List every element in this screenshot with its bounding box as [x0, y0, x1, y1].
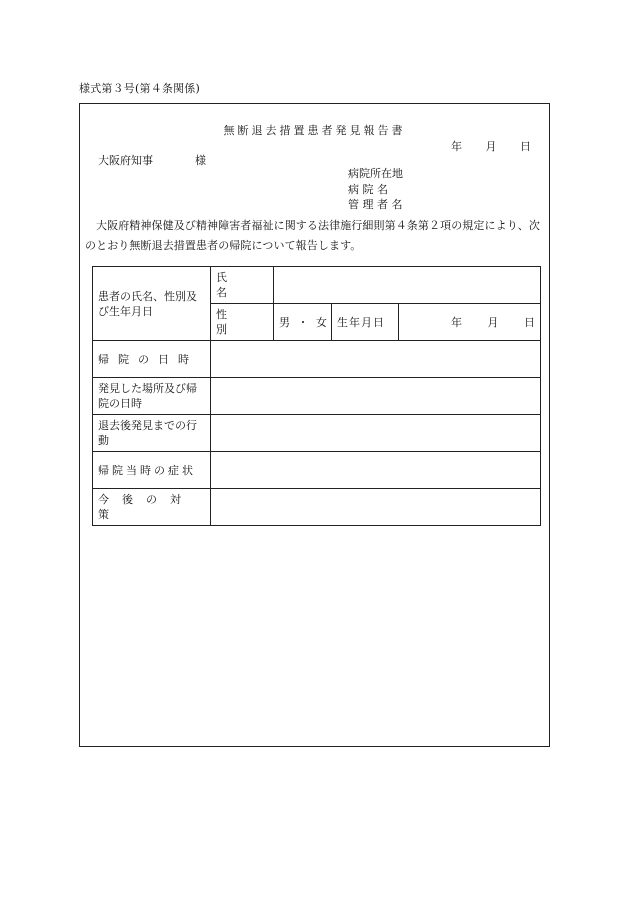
dob-field[interactable]: 年 月 日 — [399, 304, 541, 341]
measures-field[interactable] — [211, 489, 541, 526]
found-place-field[interactable] — [211, 378, 541, 415]
name-field[interactable] — [274, 267, 541, 304]
reporter-block — [348, 166, 403, 213]
sex-label: 性別 — [211, 304, 274, 341]
report-form-frame — [79, 103, 550, 747]
report-body-text: 大阪府精神保健及び精神障害者福祉に関する法律施行細則第４条第２項の規定により、次のとおり無断退去措置患者の帰院について報告します。 — [85, 219, 540, 252]
table-row-symptoms — [93, 452, 541, 489]
table-row-patient-name — [93, 267, 541, 304]
addressee — [98, 152, 206, 168]
dob-label: 生年月日 — [332, 304, 399, 341]
table-row-found — [93, 378, 541, 415]
return-time-label: 帰院の日時 — [93, 341, 211, 378]
table-row-actions — [93, 415, 541, 452]
report-date-line: 年 月 日 — [451, 140, 531, 153]
patient-info-label: 患者の氏名、性別及び生年月日 — [93, 267, 211, 341]
addressee-name: 大阪府知事 — [98, 154, 153, 167]
actions-label: 退去後発見までの行動 — [93, 415, 211, 452]
report-details-table — [92, 266, 541, 526]
table-row-measures — [93, 489, 541, 526]
symptoms-field[interactable] — [211, 452, 541, 489]
found-place-label: 発見した場所及び帰院の日時 — [93, 378, 211, 415]
measures-label: 今後の対策 — [93, 489, 211, 526]
table-row-return-time — [93, 341, 541, 378]
symptoms-label: 帰院当時の症状 — [93, 452, 211, 489]
hospital-location-label: 病院所在地 — [348, 167, 403, 180]
form-number: 様式第３号(第４条関係) — [79, 82, 200, 95]
actions-field[interactable] — [211, 415, 541, 452]
manager-name-label: 管 理 者 名 — [348, 198, 403, 211]
return-time-field[interactable] — [211, 341, 541, 378]
hospital-name-label: 病 院 名 — [348, 182, 388, 196]
name-label: 氏名 — [211, 267, 274, 304]
addressee-honorific: 様 — [195, 154, 206, 167]
sex-options[interactable]: 男 ・ 女 — [274, 304, 332, 341]
form-title: 無断退去措置患者発見報告書 — [223, 124, 406, 137]
